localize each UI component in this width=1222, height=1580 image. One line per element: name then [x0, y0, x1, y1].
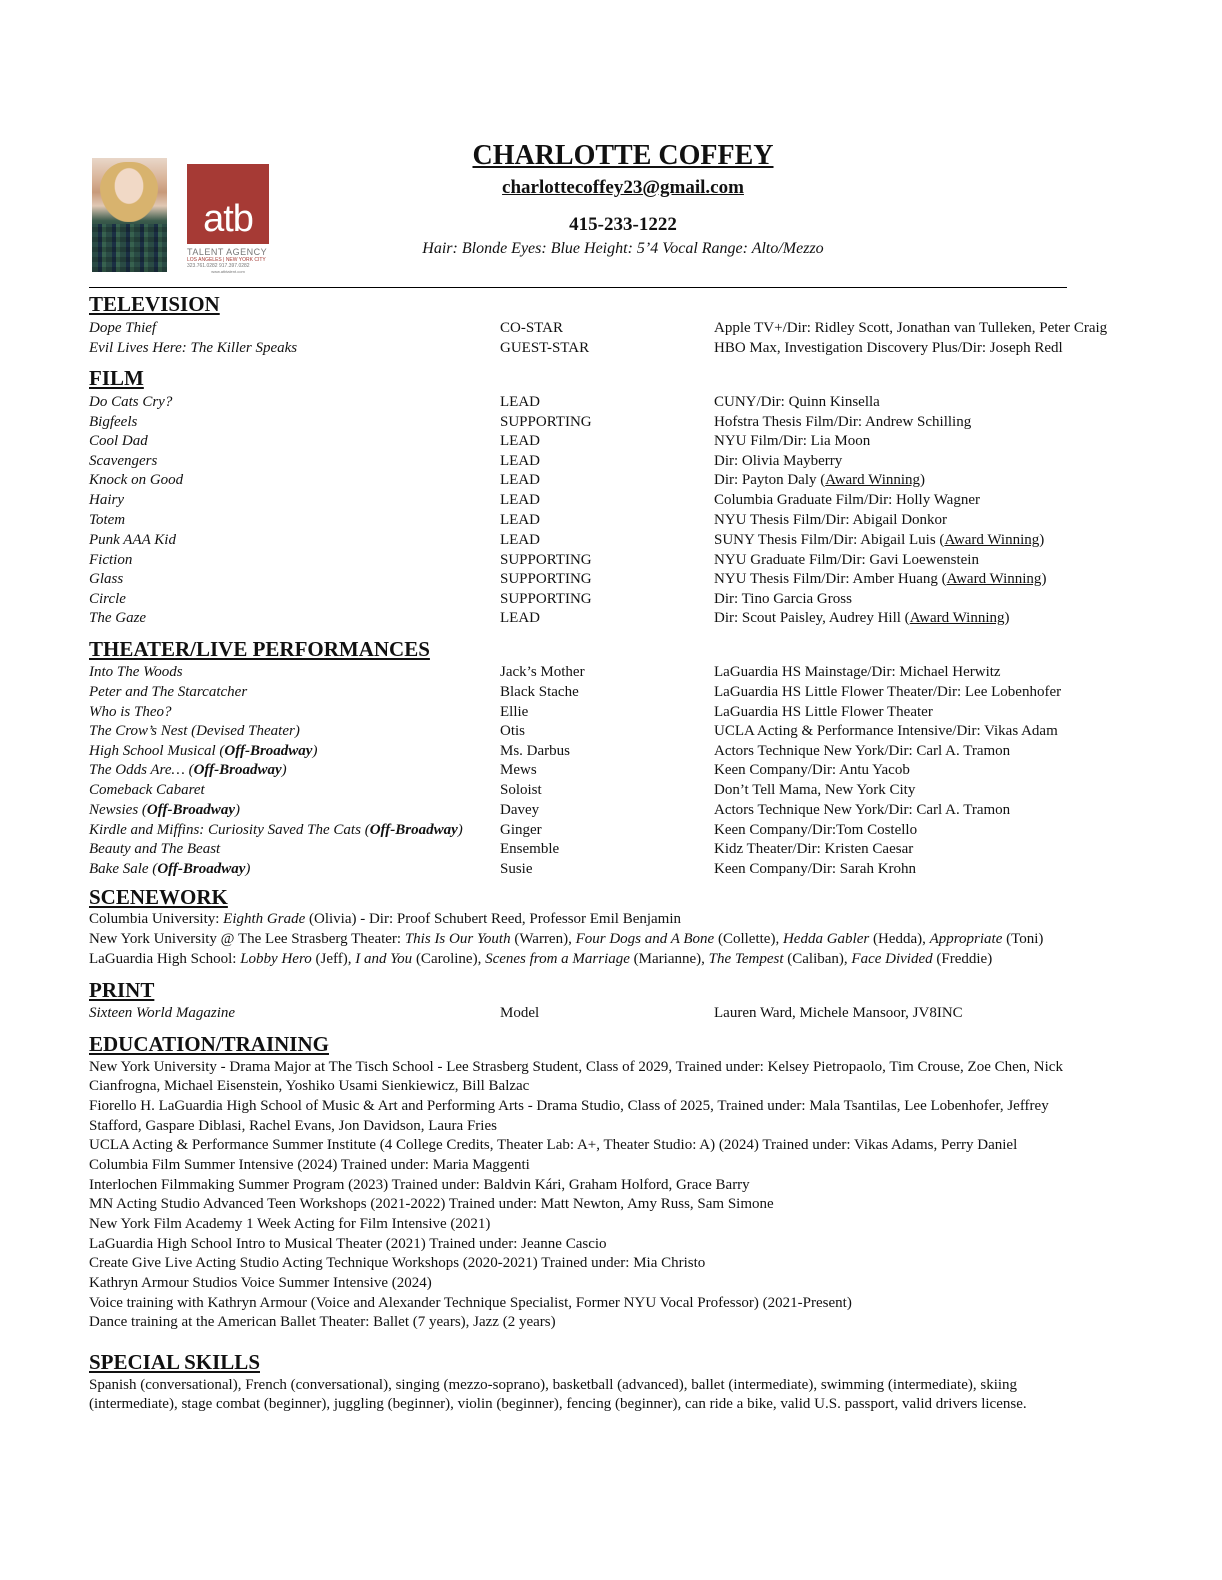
section-film-heading: FILM [89, 366, 144, 390]
credit-text: NYU Thesis Film/Dir: Abigail Donkor [714, 512, 948, 528]
credit-role: Susie [500, 861, 533, 877]
credit-detail: HBO Max, Investigation Discovery Plus/Dir: Joseph Redl [714, 340, 1063, 356]
credit-role: Ms. Darbus [500, 743, 570, 759]
off-broadway-label: Off-Broadway [146, 802, 235, 818]
credit-row [0, 608, 1222, 628]
section-television-heading: TELEVISION [89, 292, 220, 316]
scene-title: Hedda Gabler [782, 931, 870, 947]
education-line: LaGuardia High School Intro to Musical Theater (2021) Trained under: Jeanne Cascio [89, 1236, 607, 1252]
credit-title-text: Beauty and The Beast [89, 841, 221, 857]
credit-row [0, 662, 1222, 682]
credit-row [0, 839, 1222, 859]
credit-role: SUPPORTING [500, 591, 592, 607]
credit-row [0, 800, 1222, 820]
credit-detail: LaGuardia HS Little Flower Theater/Dir: Lee Lobenhofer [714, 684, 1062, 700]
scenework-school: Columbia University: [89, 911, 224, 927]
credit-row [0, 470, 1222, 490]
credit-row [0, 412, 1222, 432]
credit-detail: Actors Technique New York/Dir: Carl A. Tramon [714, 743, 1011, 759]
credit-role: Mews [500, 762, 537, 778]
agency-name: TALENT AGENCY [187, 247, 268, 257]
scene-role: (Jeff), [311, 951, 356, 967]
credit-role: LEAD [500, 394, 540, 410]
off-broadway-label: Off-Broadway [157, 861, 246, 877]
credit-text: Dir: Payton Daly ( [714, 472, 826, 488]
agency-site: www.atbtalent.com [211, 269, 245, 274]
credit-role: LEAD [500, 433, 540, 449]
credit-title: Glass [89, 571, 124, 587]
credit-role: LEAD [500, 512, 540, 528]
credit-detail: SUNY Thesis Film/Dir: Abigail Luis (Award Winning) [714, 532, 1045, 548]
credit-role: Ensemble [500, 841, 560, 857]
scene-role: (Olivia) - Dir: Proof Schubert Reed, Professor Emil Benjamin [305, 911, 682, 927]
credit-role: SUPPORTING [500, 571, 592, 587]
credit-role: Ellie [500, 704, 529, 720]
credit-role: Black Stache [500, 684, 579, 700]
award-link[interactable]: Award Winning [944, 532, 1040, 548]
credit-text: NYU Thesis Film/Dir: Amber Huang ( [714, 571, 947, 587]
education-line: New York University - Drama Major at The Tisch School - Lee Strasberg Student, Class of 2029, Trained under: Kelsey Pietropaolo, Tim Crouse, Zoe Chen, Nick [89, 1059, 1063, 1075]
headshot-shirt [92, 224, 167, 272]
education-line: MN Acting Studio Advanced Teen Workshops (2021-2022) Trained under: Matt Newton, Amy Russ, Sam Simone [89, 1196, 774, 1212]
skills-line: Spanish (conversational), French (conversational), singing (mezzo-soprano), basketball (advanced), ballet (intermediate), swimming (intermediate), skiing [89, 1377, 1018, 1393]
credit-title-text: Into The Woods [89, 664, 183, 680]
credit-role: LEAD [500, 453, 540, 469]
credit-text: SUNY Thesis Film/Dir: Abigail Luis ( [714, 532, 945, 548]
section-scenework-heading: SCENEWORK [89, 885, 228, 909]
off-broadway-label: Off-Broadway [224, 743, 313, 759]
credit-role: LEAD [500, 610, 540, 626]
scene-role: (Collette), [714, 931, 783, 947]
scenework-school: New York University @ The Lee Strasberg Theater: [89, 931, 405, 947]
off-broadway-label: Off-Broadway [369, 822, 458, 838]
actor-attributes: Hair: Blonde Eyes: Blue Height: 5’4 Vocal Range: Alto/Mezzo [422, 240, 824, 257]
credit-row [0, 451, 1222, 471]
credit-role: GUEST-STAR [500, 340, 590, 356]
credit-row [0, 760, 1222, 780]
credit-title: Do Cats Cry? [89, 394, 173, 410]
credit-row [0, 569, 1222, 589]
credit-title [89, 780, 205, 800]
scene-title: I and You [355, 951, 413, 967]
credit-text: Dir: Scout Paisley, Audrey Hill ( [714, 610, 910, 626]
education-line: Dance training at the American Ballet Theater: Ballet (7 years), Jazz (2 years) [89, 1314, 556, 1330]
education-line: Voice training with Kathryn Armour (Voice and Alexander Technique Specialist, Former NYU Vocal Professor) (2021-Present) [89, 1295, 852, 1311]
scene-role: (Caliban), [783, 951, 852, 967]
scene-role: (Toni) [1002, 931, 1044, 947]
credit-row [0, 741, 1222, 761]
header-divider [89, 287, 1067, 288]
education-line: UCLA Acting & Performance Summer Institute (4 College Credits, Theater Lab: A+, Theater Studio: A) (2024) Trained under: Vikas Adams, Perry Daniel [89, 1137, 1018, 1153]
credit-detail: Actors Technique New York/Dir: Carl A. Tramon [714, 802, 1011, 818]
credit-title: Circle [89, 591, 126, 607]
credit-title: Fiction [89, 552, 133, 568]
scene-role: (Warren), [510, 931, 576, 947]
credit-role: Jack’s Mother [500, 664, 585, 680]
education-line: Cianfrogna, Michael Eisenstein, Yoshiko Usami Sienkiewicz, Bill Balzac [89, 1078, 530, 1094]
credit-row [0, 780, 1222, 800]
award-link[interactable]: Award Winning [909, 610, 1005, 626]
section-print-heading: PRINT [89, 978, 155, 1002]
scene-role: (Marianne), [629, 951, 709, 967]
scenework-line [89, 910, 1089, 930]
credit-row [0, 682, 1222, 702]
credit-detail: Keen Company/Dir: Antu Yacob [714, 762, 910, 778]
credit-detail: Dir: Payton Daly (Award Winning) [714, 472, 926, 488]
credit-detail [714, 510, 947, 530]
credit-text: Dir: Tino Garcia Gross [714, 591, 852, 607]
credit-detail [714, 589, 852, 609]
credit-detail: Lauren Ward, Michele Mansoor, JV8INC [714, 1005, 963, 1021]
credit-detail: UCLA Acting & Performance Intensive/Dir: Vikas Adam [714, 723, 1058, 739]
credit-role: Soloist [500, 782, 542, 798]
credit-title-text: The Odds Are… ( [89, 762, 194, 778]
agency-cities: LOS ANGELES | NEW YORK CITY [187, 257, 266, 263]
credit-title: Kirdle and Miffins: Curiosity Saved The Cats (Off-Broadway) [89, 822, 463, 838]
credit-detail [714, 451, 842, 471]
credit-title-text: Peter and The Starcatcher [89, 684, 248, 700]
credit-title: The Gaze [89, 610, 147, 626]
credit-title: Bake Sale (Off-Broadway) [89, 861, 251, 877]
credit-text: NYU Film/Dir: Lia Moon [714, 433, 871, 449]
agency-logo-mark [187, 164, 269, 244]
credit-title: Evil Lives Here: The Killer Speaks [89, 340, 298, 356]
credit-title: Hairy [89, 492, 124, 508]
credit-title: Knock on Good [89, 472, 184, 488]
credit-row [0, 530, 1222, 550]
credit-role: LEAD [500, 472, 540, 488]
credit-title: Scavengers [89, 453, 158, 469]
headshot-face [100, 162, 158, 222]
education-line: Create Give Live Acting Studio Acting Technique Workshops (2020-2021) Trained under: Mia Christo [89, 1255, 706, 1271]
scene-role: (Freddie) [932, 951, 993, 967]
credit-role: Model [500, 1005, 540, 1021]
credit-title-text: Bake Sale ( [89, 861, 158, 877]
credit-text: Dir: Olivia Mayberry [714, 453, 843, 469]
credit-title-text: Who is Theo? [89, 704, 172, 720]
credit-detail: LaGuardia HS Mainstage/Dir: Michael Herwitz [714, 664, 1001, 680]
agency-logo-text: atb [203, 198, 253, 240]
scenework-line [89, 930, 1089, 950]
credit-detail [714, 490, 980, 510]
credit-text: Columbia Graduate Film/Dir: Holly Wagner [714, 492, 980, 508]
credit-title-text: The Crow’s Nest (Devised Theater) [89, 723, 300, 739]
credit-text: NYU Graduate Film/Dir: Gavi Loewenstein [714, 552, 979, 568]
scene-title: Eighth Grade [223, 911, 306, 927]
credit-title: Totem [89, 512, 126, 528]
credit-text: Hofstra Thesis Film/Dir: Andrew Schilling [714, 414, 972, 430]
section-theater-heading: THEATER/LIVE PERFORMANCES [89, 637, 430, 661]
credit-title: Newsies (Off-Broadway) [89, 802, 240, 818]
headshot-photo [92, 158, 167, 272]
scene-title: Lobby Hero [240, 951, 312, 967]
scenework-line [89, 950, 1089, 970]
credit-title-text: Kirdle and Miffins: Curiosity Saved The Cats ( [89, 822, 370, 838]
credit-row [0, 318, 1222, 338]
scenework-school: LaGuardia High School: [89, 951, 241, 967]
credit-title [89, 702, 172, 722]
scene-title: The Tempest [708, 951, 784, 967]
credit-detail [714, 392, 880, 412]
credit-row [0, 859, 1222, 879]
credit-detail: Keen Company/Dir:Tom Costello [714, 822, 918, 838]
credit-detail: LaGuardia HS Little Flower Theater [714, 704, 933, 720]
credit-title [89, 839, 220, 859]
agency-logo [187, 164, 269, 279]
credit-role: SUPPORTING [500, 414, 592, 430]
credit-role: LEAD [500, 492, 540, 508]
scene-title: Four Dogs and A Bone [575, 931, 715, 947]
credit-row [0, 721, 1222, 741]
credit-role: LEAD [500, 532, 540, 548]
credit-title: High School Musical (Off-Broadway) [89, 743, 318, 759]
credit-title [89, 662, 183, 682]
credit-detail: Don’t Tell Mama, New York City [714, 782, 916, 798]
credit-text: CUNY/Dir: Quinn Kinsella [714, 394, 880, 410]
scene-role: (Caroline), [412, 951, 486, 967]
agency-phones: 323.761.0282 917.397.0282 [187, 263, 250, 269]
credit-title: The Odds Are… (Off-Broadway) [89, 762, 287, 778]
section-skills-heading: SPECIAL SKILLS [89, 1350, 260, 1374]
education-line: Interlochen Filmmaking Summer Program (2023) Trained under: Baldvin Kári, Graham Holford, Grace Barry [89, 1177, 750, 1193]
credit-title-text: Comeback Cabaret [89, 782, 205, 798]
section-education-heading: EDUCATION/TRAINING [89, 1032, 329, 1056]
credit-row [0, 1003, 1222, 1023]
actor-name: CHARLOTTE COFFEY [472, 140, 774, 171]
credit-detail [714, 550, 979, 570]
credit-title [89, 682, 247, 702]
award-link[interactable]: Award Winning [946, 571, 1042, 587]
credit-detail: Dir: Scout Paisley, Audrey Hill (Award Winning) [714, 610, 1010, 626]
education-line: New York Film Academy 1 Week Acting for Film Intensive (2021) [89, 1216, 491, 1232]
off-broadway-label: Off-Broadway [193, 762, 282, 778]
credit-detail [714, 431, 870, 451]
scene-role: (Hedda), [869, 931, 930, 947]
credit-title [89, 721, 300, 741]
credit-row [0, 550, 1222, 570]
credit-title-text: Newsies ( [89, 802, 147, 818]
education-line: Fiorello H. LaGuardia High School of Music & Art and Performing Arts - Drama Studio, Class of 2025, Trained under: Mala Tsantilas, Lee Lobenhofer, Jeffrey [89, 1098, 1049, 1114]
credit-row [0, 820, 1222, 840]
credit-role: Davey [500, 802, 540, 818]
credit-title: Cool Dad [89, 433, 148, 449]
scene-title: This Is Our Youth [404, 931, 511, 947]
credit-title: Bigfeels [89, 414, 138, 430]
credit-row [0, 589, 1222, 609]
credit-row [0, 431, 1222, 451]
credit-detail: Kidz Theater/Dir: Kristen Caesar [714, 841, 914, 857]
credit-role: SUPPORTING [500, 552, 592, 568]
credit-title: Punk AAA Kid [89, 532, 176, 548]
credit-row [0, 490, 1222, 510]
credit-row [0, 702, 1222, 722]
credit-title: Dope Thief [89, 320, 157, 336]
education-line: Columbia Film Summer Intensive (2024) Trained under: Maria Maggenti [89, 1157, 530, 1173]
actor-email[interactable]: charlottecoffey23@gmail.com [502, 177, 744, 198]
skills-line: (intermediate), stage combat (beginner), juggling (beginner), violin (beginner), fencing (beginner), can ride a bike, valid U.S. passport, valid drivers license. [89, 1396, 1027, 1412]
credit-detail [714, 412, 971, 432]
credit-role: Ginger [500, 822, 542, 838]
credit-role: CO-STAR [500, 320, 563, 336]
credit-row [0, 392, 1222, 412]
credit-row [0, 338, 1222, 358]
credit-title-text: High School Musical ( [89, 743, 225, 759]
scene-title: Face Divided [851, 951, 933, 967]
scene-title: Appropriate [929, 931, 1003, 947]
credit-role: Otis [500, 723, 526, 739]
credit-detail: Apple TV+/Dir: Ridley Scott, Jonathan van Tulleken, Peter Craig [714, 320, 1108, 336]
credit-row [0, 510, 1222, 530]
credit-detail: Keen Company/Dir: Sarah Krohn [714, 861, 917, 877]
award-link[interactable]: Award Winning [825, 472, 921, 488]
credit-title: Sixteen World Magazine [89, 1005, 236, 1021]
education-line: Stafford, Gaspare Diblasi, Rachel Evans, Jon Davidson, Laura Fries [89, 1118, 497, 1134]
scene-title: Scenes from a Marriage [485, 951, 630, 967]
credit-detail: NYU Thesis Film/Dir: Amber Huang (Award Winning) [714, 571, 1047, 587]
actor-phone: 415-233-1222 [569, 214, 677, 235]
education-line: Kathryn Armour Studios Voice Summer Intensive (2024) [89, 1275, 432, 1291]
